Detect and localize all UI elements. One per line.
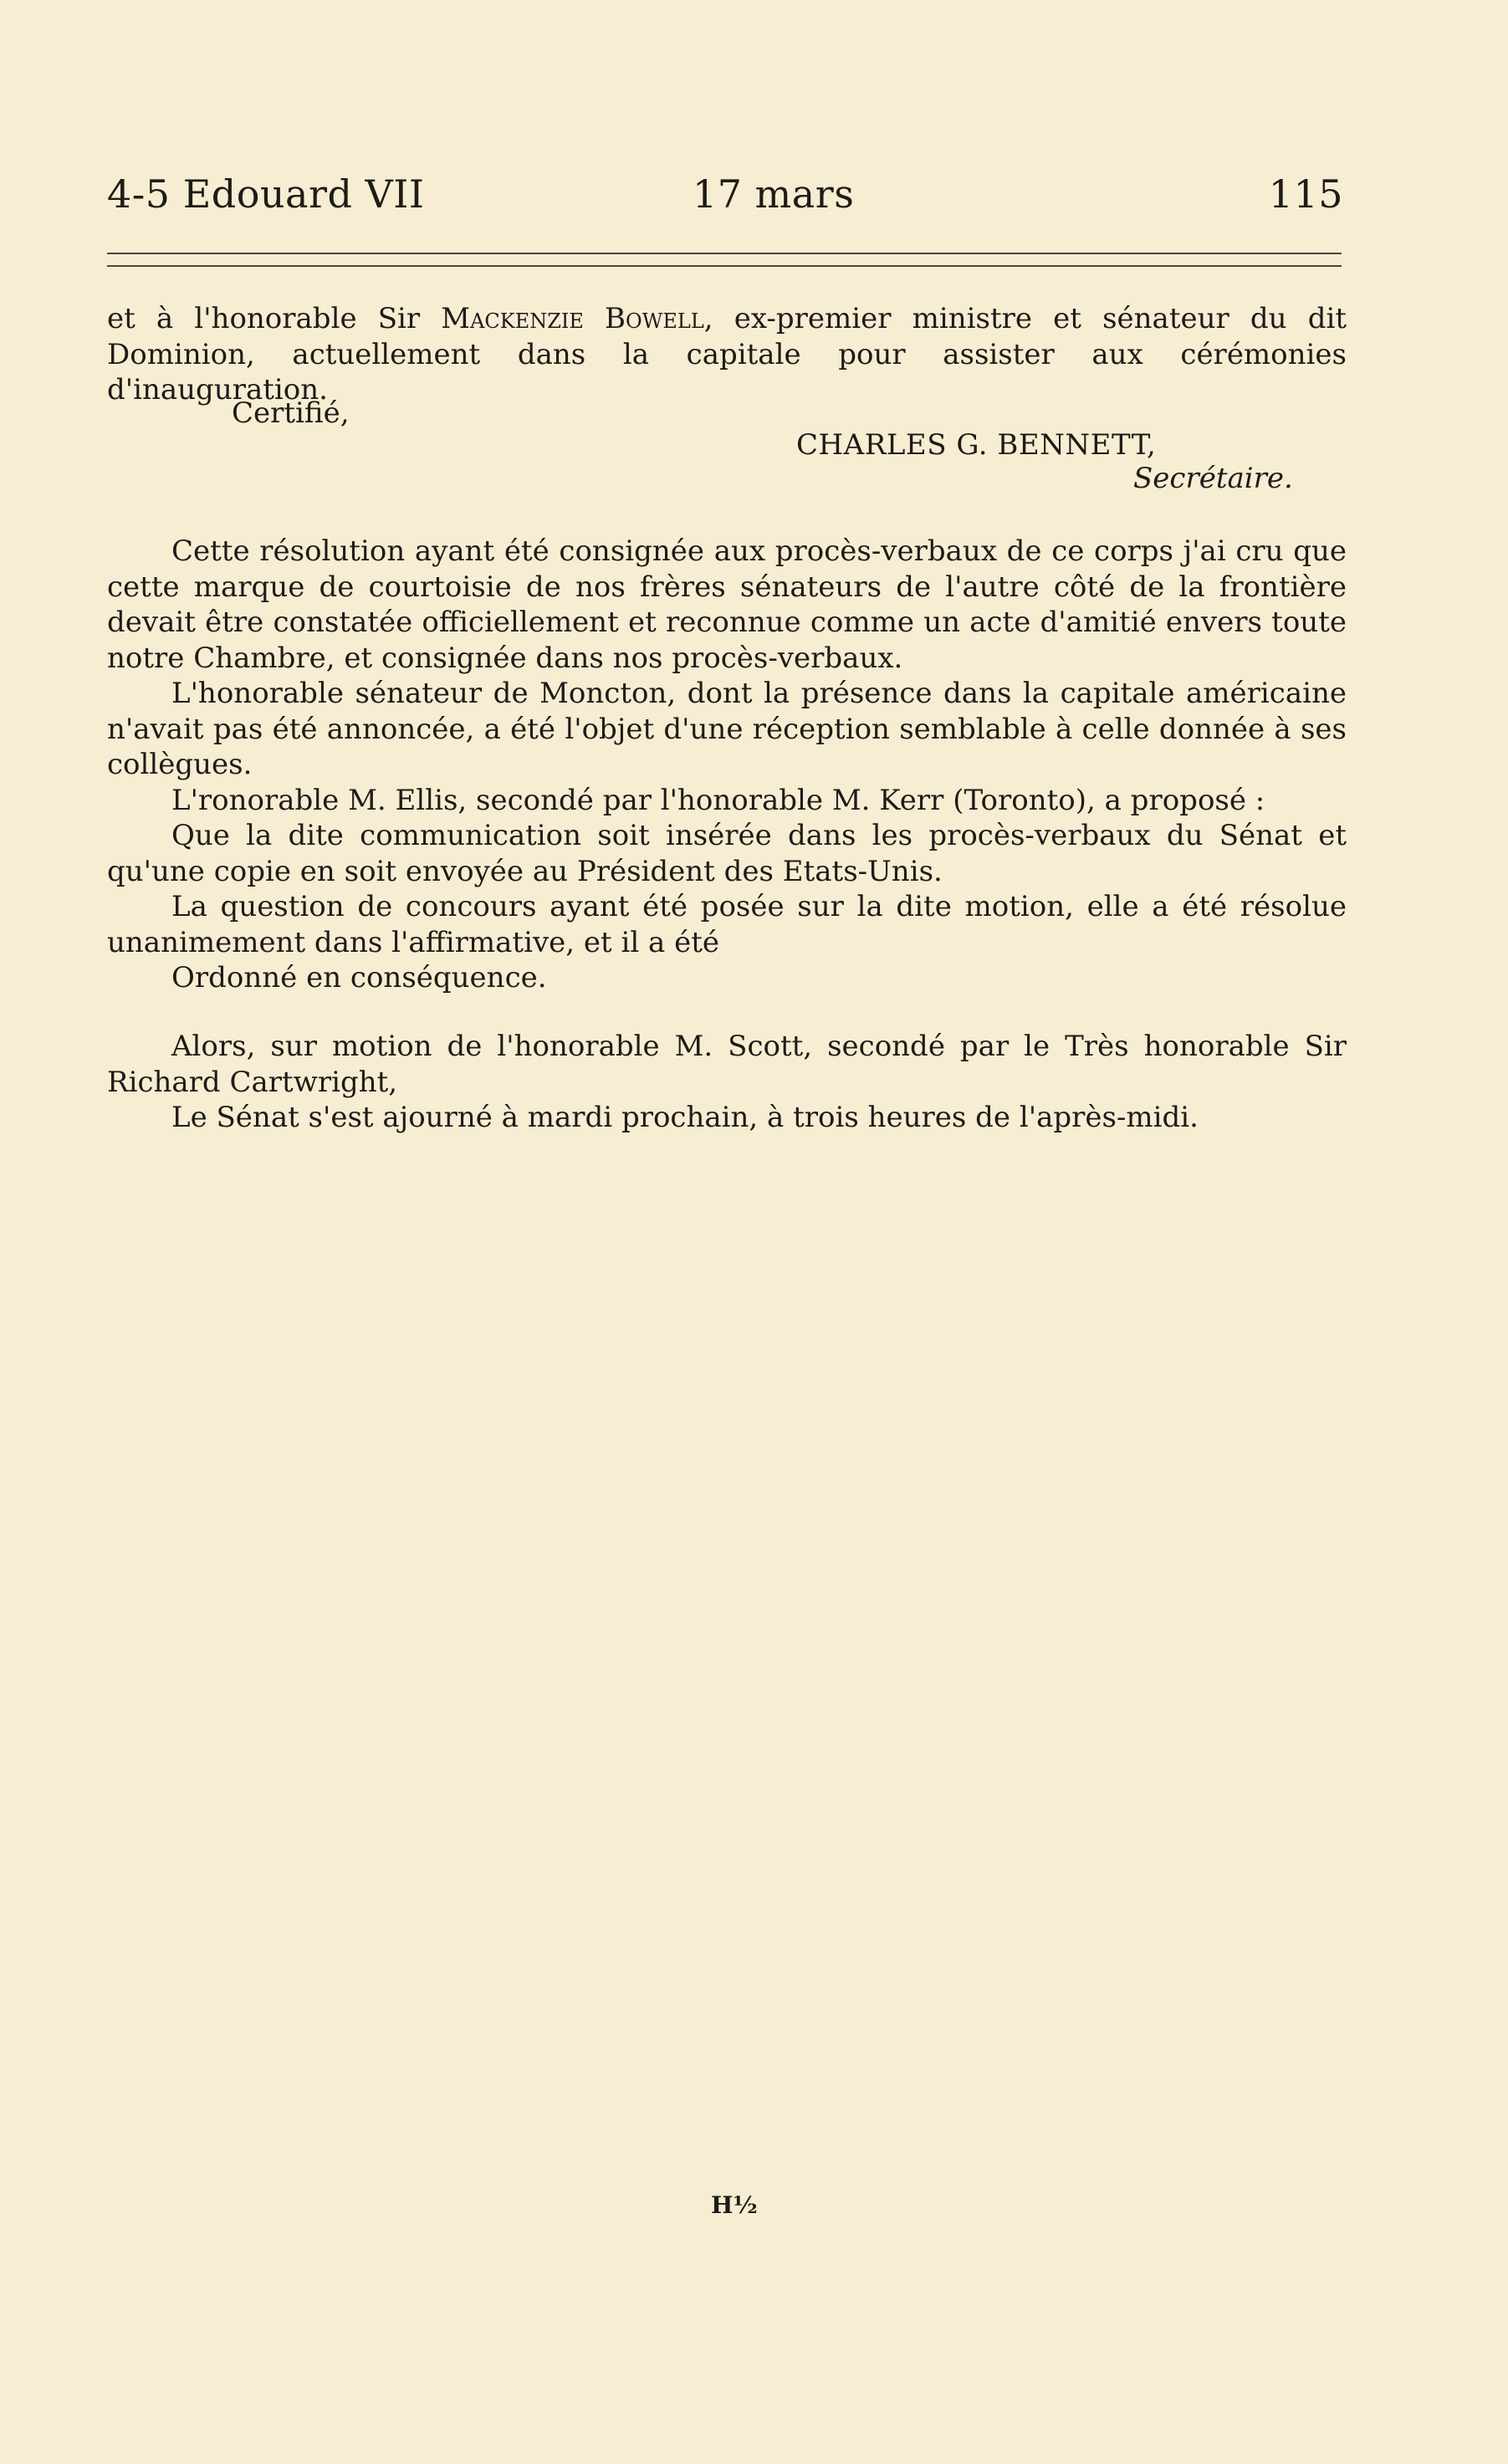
paragraph: Alors, sur motion de l'honorable M. Scott, secondé par le Très honorable Sir Richard Cartwright, xyxy=(107,1030,1347,1099)
page-header xyxy=(107,171,1341,230)
signature-mark: H½ xyxy=(711,2191,758,2219)
paragraph: L'ronorable M. Ellis, secondé par l'honorable M. Kerr (Toronto), a proposé : xyxy=(171,783,1265,817)
name-mackenzie-bowell: Mackenzie Bowell xyxy=(441,302,704,335)
closing-paragraphs xyxy=(107,1029,1347,1136)
paragraph: Le Sénat s'est ajourné à mardi prochain, à trois heures de l'après-midi. xyxy=(171,1101,1199,1134)
signature-title: Secrétaire. xyxy=(1133,462,1293,495)
paragraph: Que la dite communication soit insérée dans les procès-verbaux du Sénat et qu'une copie en soit envoyée au Président des Etats-Unis. xyxy=(107,819,1347,888)
paragraph-bowell-after: , ex-premier ministre et sénateur du dit Dominion, actuellement dans la capitale pour assister aux cérémonies d'inauguration. xyxy=(107,302,1347,406)
header-rule-top xyxy=(107,253,1342,254)
main-paragraphs xyxy=(107,534,1347,996)
paragraph: L'honorable sénateur de Moncton, dont la présence dans la capitale américaine n'avait pas été annoncée, a été l'objet d'une réception semblable à celle donnée à ses collègues. xyxy=(107,677,1347,781)
paragraph-bowell xyxy=(107,301,1347,408)
paragraph: Cette résolution ayant été consignée aux procès-verbaux de ce corps j'ai cru que cette marque de courtoisie de nos frères sénateurs de l'autre côté de la frontière devait être constatée officiellement et reconnue comme un acte d'amitié envers toute notre Chambre, et consignée dans nos procès-verbaux. xyxy=(107,534,1347,675)
paragraph: Ordonné en conséquence. xyxy=(171,961,547,994)
signature-name: CHARLES G. BENNETT, xyxy=(796,428,1157,462)
header-regnal-year: 4-5 Edouard VII xyxy=(107,171,425,217)
opening-paragraph xyxy=(107,301,1347,408)
paragraph-bowell-before: et à l'honorable Sir xyxy=(107,302,442,335)
page-number: 115 xyxy=(1268,171,1343,217)
header-date: 17 mars xyxy=(693,171,855,217)
header-rule-bottom xyxy=(107,265,1342,267)
certifie-label: Certifié, xyxy=(232,396,350,430)
paragraph: La question de concours ayant été posée sur la dite motion, elle a été résolue unanimement dans l'affirmative, et il a été xyxy=(107,890,1347,959)
